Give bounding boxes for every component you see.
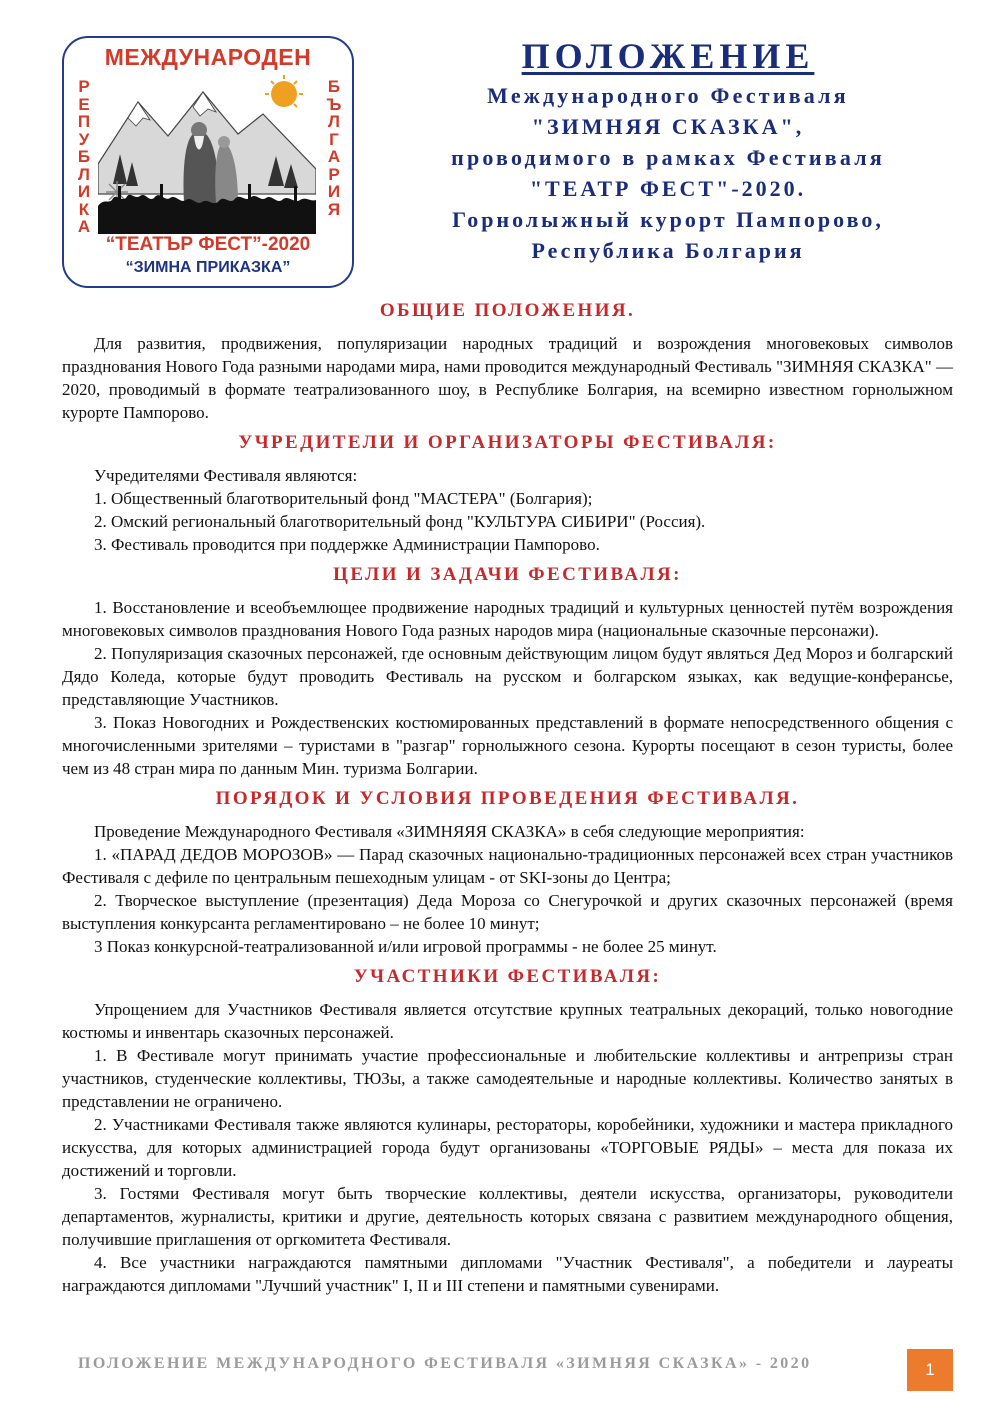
list-item: 2. Омский региональный благотворительный фонд "КУЛЬТУРА СИБИРИ" (Россия).: [94, 512, 706, 531]
logo-left-vertical-text: РЕПУБЛИКА: [77, 77, 91, 236]
paragraph: 3. Показ Новогодних и Рождественских костюмированных представлений в формате непосредственного общения с многочисленными зрителями – туристами в "разгар" горнолыжного сезона. Курорты посещают в сезон туристы, более чем из 48 стран мира по данным Мин. туризма Болгарии.: [62, 713, 953, 778]
section-heading-goals: ЦЕЛИ И ЗАДАЧИ ФЕСТИВАЛЯ:: [333, 564, 682, 585]
header-line-4: "ТЕАТР ФЕСТ"-2020.: [529, 176, 807, 201]
list-item: 3. Фестиваль проводится при поддержке Администрации Пампорово.: [94, 535, 600, 554]
winter-scene-illustration: [98, 74, 316, 234]
paragraph: 1. Восстановление и всеобъемлющее продвижение народных традиций и культурных ценностей путём возрождения многовековых символов празднования Нового Года разных народов мира (национальные сказочные персонажи).: [62, 598, 953, 640]
paragraph: 2. Участниками Фестиваля также являются кулинары, рестораторы, коробейники, художники и мастера прикладного искусства, для которых администрацией города будут организованы «ТОРГОВЫЕ РЯДЫ» – места для показа их достижений и торговли.: [62, 1115, 953, 1180]
document-header: [358, 36, 978, 266]
section-heading-procedure: ПОРЯДОК И УСЛОВИЯ ПРОВЕДЕНИЯ ФЕСТИВАЛЯ.: [215, 788, 800, 809]
paragraph: Для развития, продвижения, популяризации народных традиций и возрождения многовековых символов празднования Нового Года разными народами мира, нами проводится международный Фестиваль "ЗИМНЯЯ СКАЗКА" — 2020, проводимый в формате театрализованного шоу, в Республике Болгария, на всемирно известном горнолыжном курорте Пампорово.: [62, 334, 953, 422]
paragraph: 2. Популяризация сказочных персонажей, где основным действующим лицом будут являться Дед Мороз и болгарский Дядо Коледа, которые будут проводить Фестиваль на русском и болгарском языках, как ведущие-конферансье, представляющие Участников.: [62, 644, 953, 709]
section-heading-participants: УЧАСТНИКИ ФЕСТИВАЛЯ:: [353, 966, 662, 987]
header-line-1: Международного Фестиваля: [487, 83, 849, 108]
paragraph: 1. В Фестивале могут принимать участие профессиональные и любительские коллективы и антрепризы стран участников, студенческие коллективы, ТЮЗы, а также самодеятельные и народные коллективы. Количество занятых в представлении не ограничено.: [62, 1046, 953, 1111]
header-line-3: проводимого в рамках Фестиваля: [451, 145, 885, 170]
document-body: [62, 296, 953, 1297]
paragraph: 3 Показ конкурсной-театрализованной и/или игровой программы - не более 25 минут.: [94, 937, 717, 956]
list-item: 1. Общественный благотворительный фонд "МАСТЕРА" (Болгария);: [94, 489, 593, 508]
paragraph: 2. Творческое выступление (презентация) Деда Мороза со Снегурочкой и других сказочных персонажей (время выступления конкурсанта регламентировано – не более 10 минут;: [62, 891, 953, 933]
logo-top-text: МЕЖДУНАРОДЕН: [104, 44, 312, 70]
section-heading-general: ОБЩИЕ ПОЛОЖЕНИЯ.: [379, 300, 636, 321]
paragraph: 1. «ПАРАД ДЕДОВ МОРОЗОВ» — Парад сказочных национально-традиционных персонажей всех стран участников Фестиваля с дефиле по центральным пешеходным улицам - от SKI-зоны до Центра;: [62, 845, 953, 887]
header-line-2: "ЗИМНЯЯ СКАЗКА",: [531, 114, 805, 139]
page-number: 1: [907, 1349, 953, 1391]
paragraph: Проведение Международного Фестиваля «ЗИМНЯЯЯ СКАЗКА» в себя следующие мероприятия:: [94, 822, 805, 841]
header-line-6: Республика Болгария: [531, 238, 805, 263]
page-footer: ПОЛОЖЕНИЕ МЕЖДУНАРОДНОГО ФЕСТИВАЛЯ «ЗИМНЯЯ СКАЗКА» - 2020: [78, 1355, 812, 1372]
header-line-5: Горнолыжный курорт Пампорово,: [452, 207, 884, 232]
paragraph: 4. Все участники награждаются памятными дипломами "Участник Фестиваля", а победители и лауреаты награждаются дипломами "Лучший участник" I, II и III степени и памятными сувенирами.: [62, 1253, 953, 1295]
paragraph: Упрощением для Участников Фестиваля является отсутствие крупных театральных декораций, только новогодние костюмы и инвентарь сказочных персонажей.: [62, 1000, 953, 1042]
section-heading-founders: УЧРЕДИТЕЛИ И ОРГАНИЗАТОРЫ ФЕСТИВАЛЯ:: [238, 432, 777, 453]
paragraph: 3. Гостями Фестиваля могут быть творческие коллективы, деятели искусства, организаторы, руководители департаментов, журналисты, критики и другие, деятельность которых связана с развитием международного общения, получившие приглашения от оргкомитета Фестиваля.: [62, 1184, 953, 1249]
logo-bottom-line-2: “ЗИМНА ПРИКАЗКА”: [125, 259, 291, 276]
festival-logo: [62, 36, 354, 288]
sun-icon: [271, 81, 297, 107]
logo-right-vertical-text: БЪЛГАРИЯ: [326, 77, 342, 219]
paragraph: Учредителями Фестиваля являются:: [94, 466, 358, 485]
logo-bottom-line-1: “ТЕАТЪР ФЕСТ”-2020: [105, 234, 311, 255]
document-title: ПОЛОЖЕНИЕ: [521, 36, 815, 76]
